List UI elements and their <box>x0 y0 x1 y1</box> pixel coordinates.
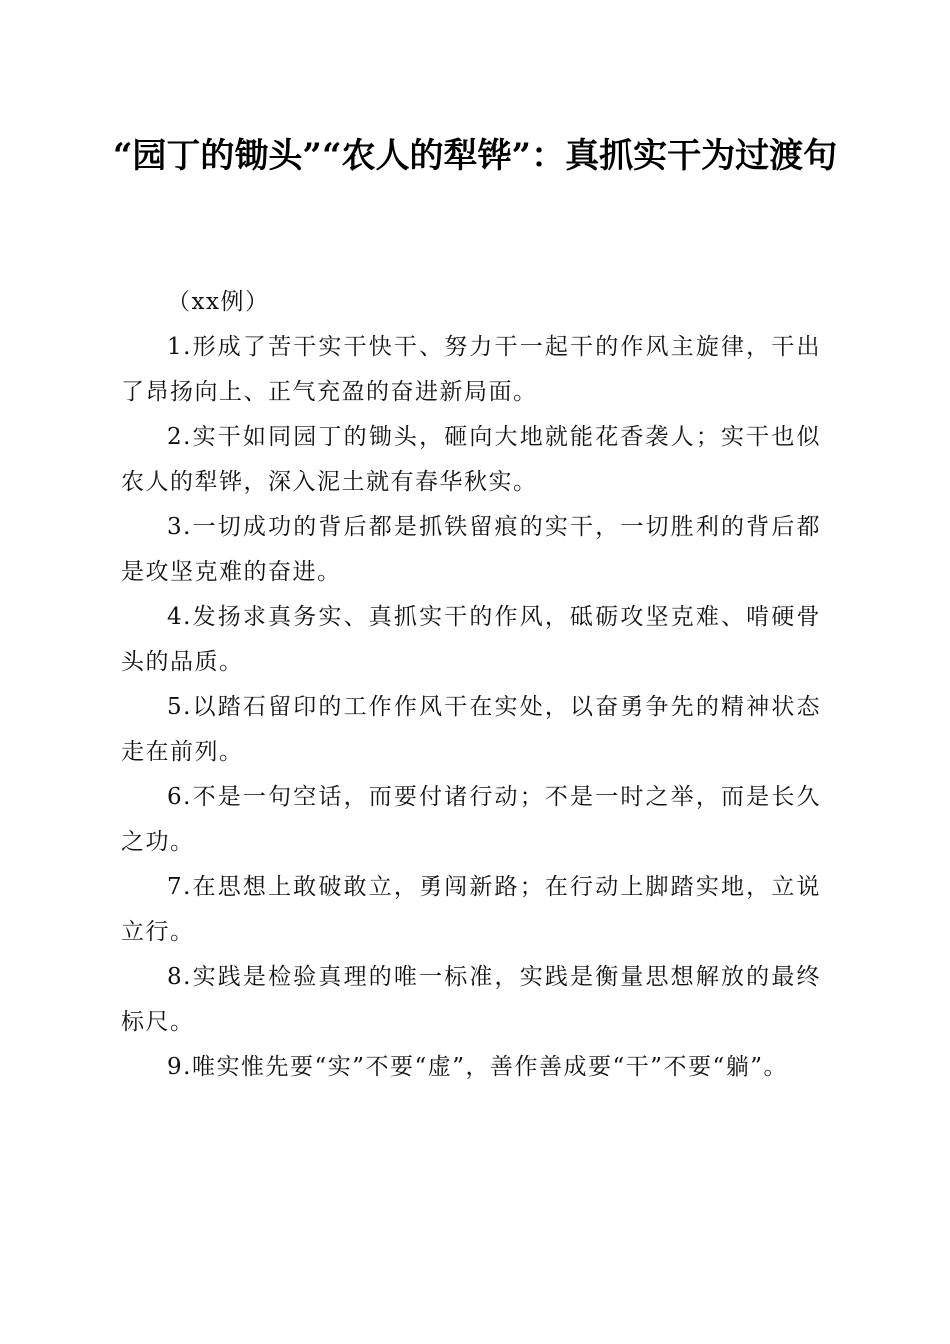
list-item-8: 8.实践是检验真理的唯一标准，实践是衡量思想解放的最终标尺。 <box>121 964 821 1035</box>
document-body <box>121 280 821 1090</box>
document-title: “园丁的锄头”“农人的犁铧”：真抓实干为过渡句 <box>112 136 838 176</box>
list-item-5: 5.以踏石留印的工作作风干在实处，以奋勇争先的精神状态走在前列。 <box>121 694 821 765</box>
list-item-3: 3.一切成功的背后都是抓铁留痕的实干，一切胜利的背后都是攻坚克难的奋进。 <box>121 514 821 585</box>
list-item-4: 4.发扬求真务实、真抓实干的作风，砥砺攻坚克难、啃硬骨头的品质。 <box>121 604 821 675</box>
list-item-2: 2.实干如同园丁的锄头，砸向大地就能花香袭人；实干也似农人的犁铧，深入泥土就有春华秋实。 <box>121 424 821 495</box>
list-item-7: 7.在思想上敢破敢立，勇闯新路；在行动上脚踏实地，立说立行。 <box>121 874 821 945</box>
subtitle: （xx例） <box>167 289 270 315</box>
list-item-9: 9.唯实惟先要“实”不要“虚”，善作善成要“干”不要“躺”。 <box>167 1054 789 1080</box>
list-item-1: 1.形成了苦干实干快干、努力干一起干的作风主旋律，干出了昂扬向上、正气充盈的奋进新局面。 <box>121 334 821 405</box>
list-item-6: 6.不是一句空话，而要付诸行动；不是一时之举，而是长久之功。 <box>121 784 821 855</box>
